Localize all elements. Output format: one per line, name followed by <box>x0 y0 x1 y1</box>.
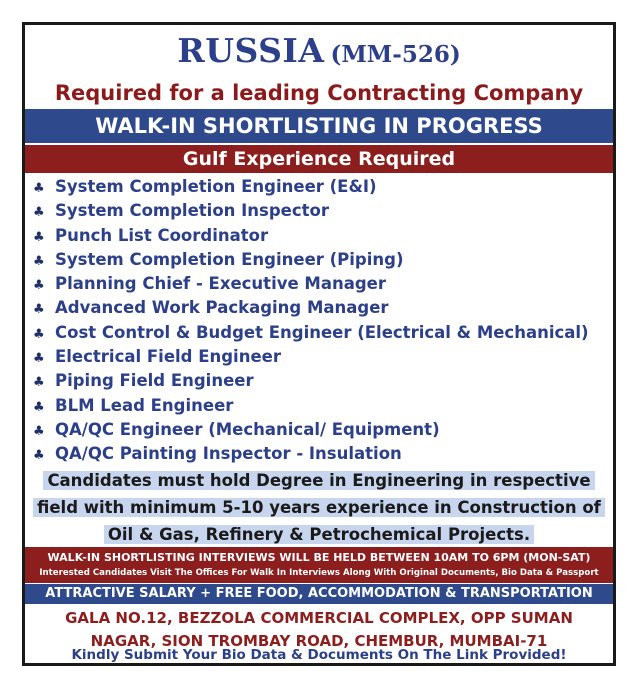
club-bullet-icon: ♣ <box>33 302 45 318</box>
list-item <box>33 175 609 199</box>
list-item <box>33 369 609 393</box>
job-advert-poster <box>22 22 616 666</box>
reference-code: (MM-526) <box>330 41 461 68</box>
job-title: Planning Chief - Executive Manager <box>55 274 386 294</box>
list-item <box>33 272 609 296</box>
list-item <box>33 418 609 442</box>
list-item <box>33 321 609 345</box>
club-bullet-icon: ♣ <box>33 351 45 367</box>
company-subtitle: Required for a leading Contracting Company <box>54 81 584 105</box>
requirements-block <box>33 467 605 548</box>
club-bullet-icon: ♣ <box>33 278 45 294</box>
list-item <box>33 224 609 248</box>
country-title: RUSSIA <box>177 31 325 70</box>
address-line: GALA NO.12, BEZZOLA COMMERCIAL COMPLEX, OPP SUMAN <box>65 609 573 627</box>
experience-banner: Gulf Experience Required <box>25 145 613 173</box>
list-item <box>33 394 609 418</box>
walkin-hours: WALK-IN SHORTLISTING INTERVIEWS WILL BE HELD BETWEEN 10AM TO 6PM (MON-SAT) <box>47 551 591 564</box>
club-bullet-icon: ♣ <box>33 399 45 415</box>
job-title: System Completion Inspector <box>55 201 329 221</box>
job-title: QA/QC Painting Inspector - Insulation <box>55 444 402 464</box>
job-title: BLM Lead Engineer <box>55 395 234 415</box>
page-title <box>25 31 613 70</box>
club-bullet-icon: ♣ <box>33 181 45 196</box>
club-bullet-icon: ♣ <box>33 423 45 439</box>
list-item <box>33 199 609 223</box>
job-list <box>33 175 609 467</box>
requirement-line: Oil & Gas, Refinery & Petrochemical Projects. <box>104 525 534 544</box>
job-title: QA/QC Engineer (Mechanical/ Equipment) <box>55 419 440 439</box>
club-bullet-icon: ♣ <box>33 253 45 269</box>
list-item <box>33 296 609 320</box>
job-title: System Completion Engineer (Piping) <box>55 249 404 269</box>
requirement-line: field with minimum 5-10 years experience in Construction of <box>33 498 605 517</box>
job-title: System Completion Engineer (E&I) <box>55 177 377 196</box>
list-item <box>33 442 609 466</box>
walkin-instructions: Interested Candidates Visit The Offices For Walk In Interviews Along With Original Documents, Bio Data & Passport <box>39 568 599 578</box>
club-bullet-icon: ♣ <box>33 326 45 342</box>
club-bullet-icon: ♣ <box>33 375 45 391</box>
submit-note: Kindly Submit Your Bio Data & Documents On The Link Provided! <box>71 647 567 663</box>
job-title: Piping Field Engineer <box>55 371 254 391</box>
club-bullet-icon: ♣ <box>33 205 45 221</box>
walkin-interview-banner <box>25 547 613 583</box>
club-bullet-icon: ♣ <box>33 448 45 464</box>
club-bullet-icon: ♣ <box>33 229 45 245</box>
walkin-status-banner: WALK-IN SHORTLISTING IN PROGRESS <box>25 109 613 143</box>
address-line: NAGAR, SION TROMBAY ROAD, CHEMBUR, MUMBAI-71 <box>90 632 548 650</box>
requirement-line: Candidates must hold Degree in Engineering in respective <box>43 471 594 490</box>
job-title: Punch List Coordinator <box>55 225 269 245</box>
job-title: Electrical Field Engineer <box>55 347 281 367</box>
list-item <box>33 345 609 369</box>
job-title: Advanced Work Packaging Manager <box>55 298 389 318</box>
list-item <box>33 248 609 272</box>
job-title: Cost Control & Budget Engineer (Electrical & Mechanical) <box>55 322 589 342</box>
benefits-banner: ATTRACTIVE SALARY + FREE FOOD, ACCOMMODATION & TRANSPORTATION <box>25 584 613 604</box>
